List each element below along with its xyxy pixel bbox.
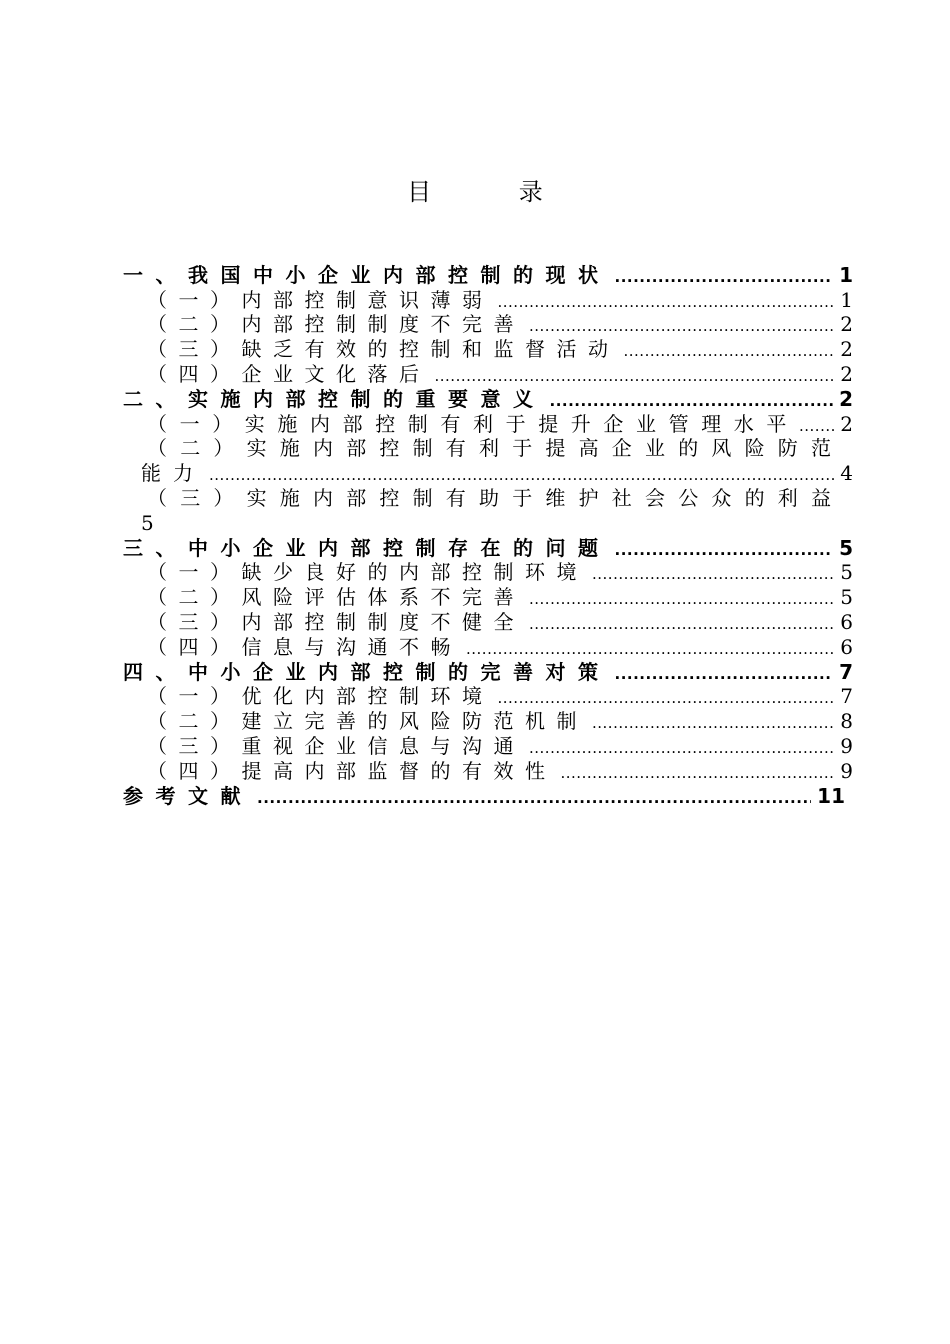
dot-leader bbox=[498, 688, 835, 708]
toc-entry[interactable] bbox=[123, 708, 853, 733]
toc-page-number: 1 bbox=[839, 262, 853, 287]
toc-entry-label: （二）内部控制制度不完善 bbox=[147, 312, 525, 337]
toc-entry[interactable] bbox=[123, 783, 853, 808]
toc-page-number: 2 bbox=[840, 337, 853, 362]
toc-entry[interactable] bbox=[123, 262, 853, 287]
toc-entry-label: 参考文献 bbox=[123, 783, 253, 808]
toc-entry-label: （一）实施内部控制有利于提升企业管理水平 bbox=[147, 411, 799, 436]
dot-leader bbox=[529, 316, 834, 336]
toc-entry[interactable] bbox=[123, 609, 853, 634]
toc-page-number: 4 bbox=[840, 461, 853, 486]
toc-entry-continuation-label: 能力 bbox=[141, 461, 205, 486]
dot-leader bbox=[435, 366, 835, 386]
toc-entry[interactable] bbox=[123, 634, 853, 659]
toc-page-number: 9 bbox=[840, 733, 853, 758]
dot-leader bbox=[561, 763, 835, 783]
toc-entry[interactable] bbox=[123, 336, 853, 361]
toc-page-number: 7 bbox=[839, 659, 853, 684]
dot-leader bbox=[799, 416, 834, 436]
toc-entry[interactable] bbox=[123, 312, 853, 337]
toc-entry-continuation[interactable] bbox=[123, 460, 853, 485]
toc-entry[interactable] bbox=[123, 584, 853, 609]
toc-page-number: 5 bbox=[839, 535, 853, 560]
dot-leader bbox=[529, 589, 834, 609]
toc-page-number: 2 bbox=[840, 411, 853, 436]
toc-page-number: 9 bbox=[840, 758, 853, 783]
toc-entry-label: （一）内部控制意识薄弱 bbox=[147, 287, 494, 312]
toc-entry-label: （四）信息与沟通不畅 bbox=[147, 634, 462, 659]
dot-leader bbox=[257, 788, 811, 808]
toc-entry[interactable] bbox=[123, 411, 853, 436]
toc-entry-label: （四）提高内部监督的有效性 bbox=[147, 758, 557, 783]
dot-leader bbox=[209, 465, 834, 485]
dot-leader bbox=[550, 391, 834, 411]
page-title: 目 录 bbox=[407, 178, 583, 206]
toc-entry[interactable] bbox=[123, 287, 853, 312]
toc-entry-label: （一）缺少良好的内部控制环境 bbox=[147, 560, 588, 585]
toc-entry-label: （二）风险评估体系不完善 bbox=[147, 585, 525, 610]
toc-entry[interactable] bbox=[123, 361, 853, 386]
toc-entry-label: 四、中小企业内部控制的完善对策 bbox=[123, 659, 611, 684]
toc-entry[interactable] bbox=[123, 386, 853, 411]
table-of-contents bbox=[123, 262, 853, 808]
toc-page-number: 2 bbox=[840, 312, 853, 337]
toc-page-number: 2 bbox=[840, 361, 853, 386]
toc-entry-label: 三、中小企业内部控制存在的问题 bbox=[123, 535, 611, 560]
dot-leader bbox=[624, 341, 835, 361]
toc-page-number: 7 bbox=[840, 684, 853, 709]
toc-entry-label: （二）实施内部控制有利于提高企业的风险防范 bbox=[147, 436, 845, 461]
toc-page-number: 5 bbox=[840, 560, 853, 585]
dot-leader bbox=[466, 639, 834, 659]
toc-entry-label: （二）建立完善的风险防范机制 bbox=[147, 709, 588, 734]
toc-entry[interactable] bbox=[123, 535, 853, 560]
toc-entry[interactable] bbox=[123, 733, 853, 758]
toc-page-number: 2 bbox=[839, 386, 853, 411]
dot-leader bbox=[615, 540, 834, 560]
toc-page-number: 6 bbox=[840, 609, 853, 634]
dot-leader bbox=[615, 267, 834, 287]
toc-entry-label: （三）缺乏有效的控制和监督活动 bbox=[147, 337, 620, 362]
toc-entry-label: （三）实施内部控制有助于维护社会公众的利益 bbox=[147, 485, 845, 510]
toc-page-number: 8 bbox=[840, 709, 853, 734]
toc-entry-label: （四）企业文化落后 bbox=[147, 361, 431, 386]
toc-page-number: 1 bbox=[840, 287, 853, 312]
toc-page-number: 5 bbox=[840, 585, 853, 610]
dot-leader bbox=[592, 713, 834, 733]
toc-entry[interactable] bbox=[123, 560, 853, 585]
toc-entry-label: 一、我国中小企业内部控制的现状 bbox=[123, 262, 611, 287]
dot-leader bbox=[529, 738, 834, 758]
dot-leader bbox=[592, 564, 834, 584]
dot-leader bbox=[615, 664, 834, 684]
toc-entry[interactable] bbox=[123, 436, 853, 461]
dot-leader bbox=[529, 614, 834, 634]
toc-entry[interactable] bbox=[123, 758, 853, 783]
toc-entry-label: （一）优化内部控制环境 bbox=[147, 684, 494, 709]
toc-entry-label: 二、实施内部控制的重要意义 bbox=[123, 386, 546, 411]
toc-entry-continuation[interactable] bbox=[123, 510, 853, 535]
dot-leader bbox=[498, 292, 835, 312]
toc-entry[interactable] bbox=[123, 485, 853, 510]
toc-entry-label: （三）重视企业信息与沟通 bbox=[147, 733, 525, 758]
toc-entry[interactable] bbox=[123, 659, 853, 684]
toc-entry-continuation-label: 5 bbox=[141, 510, 166, 535]
toc-entry-label: （三）内部控制制度不健全 bbox=[147, 609, 525, 634]
toc-page-number: 11 bbox=[817, 783, 845, 808]
toc-entry[interactable] bbox=[123, 684, 853, 709]
toc-page-number: 6 bbox=[840, 634, 853, 659]
